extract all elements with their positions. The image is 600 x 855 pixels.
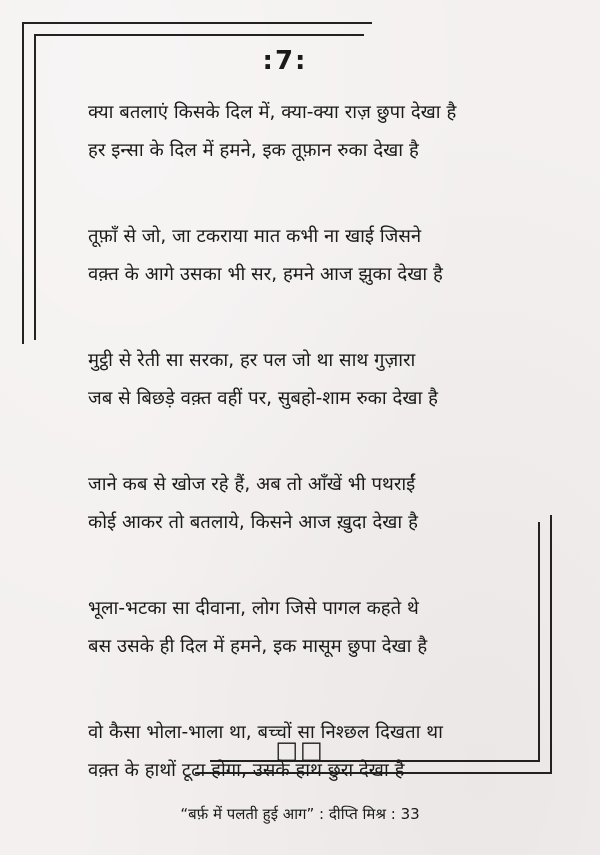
poem xyxy=(88,94,518,838)
poem-line: हर इन्सा के दिल में हमने, इक तूफ़ान रुका देखा है xyxy=(88,140,419,161)
stanza xyxy=(88,94,518,170)
stanza xyxy=(88,466,518,542)
poem-line: वक़्त के हाथों टूटा होगा, उसके हाथ छुरा देखा है xyxy=(88,760,405,781)
frame-right-inner-line xyxy=(538,522,540,762)
footer-book-credit: “बर्फ़ में पलती हुई आग” : दीप्ति मिश्र : 33 xyxy=(180,805,420,823)
stanza xyxy=(88,590,518,666)
frame-right-outer-line xyxy=(550,515,552,772)
frame-top-outer-line xyxy=(22,22,372,24)
poem-line: मुट्ठी से रेती सा सरका, हर पल जो था साथ गुज़ारा xyxy=(88,350,416,371)
poem-line: जब से बिछड़े वक़्त वहीं पर, सुबहो-शाम रुका देखा है xyxy=(88,388,438,409)
end-ornament: □□ xyxy=(275,736,325,764)
poem-line: वो कैसा भोला-भाला था, बच्चों सा निश्छल दिखता था xyxy=(88,722,443,743)
stanza xyxy=(88,218,518,294)
poem-line: कोई आकर तो बतलाये, किसने आज ख़ुदा देखा है xyxy=(88,512,418,533)
poem-line: भूला-भटका सा दीवाना, लोग जिसे पागल कहते थे xyxy=(88,598,419,619)
stanza xyxy=(88,342,518,418)
page-number: :7: xyxy=(262,46,308,76)
frame-left-inner-line xyxy=(34,34,36,340)
poem-line: वक़्त के आगे उसका भी सर, हमने आज झुका देखा है xyxy=(88,264,443,285)
poem-line: तूफ़ाँ से जो, जा टकराया मात कभी ना खाई जिसने xyxy=(88,226,422,247)
poem-line: बस उसके ही दिल में हमने, इक मासूम छुपा देखा है xyxy=(88,636,428,657)
frame-top-inner-line xyxy=(34,34,364,36)
poem-line: क्या बतलाएं किसके दिल में, क्या-क्या राज़ छुपा देखा है xyxy=(88,102,457,123)
poem-line: जाने कब से खोज रहे हैं, अब तो आँखें भी पथराईं xyxy=(88,474,416,495)
